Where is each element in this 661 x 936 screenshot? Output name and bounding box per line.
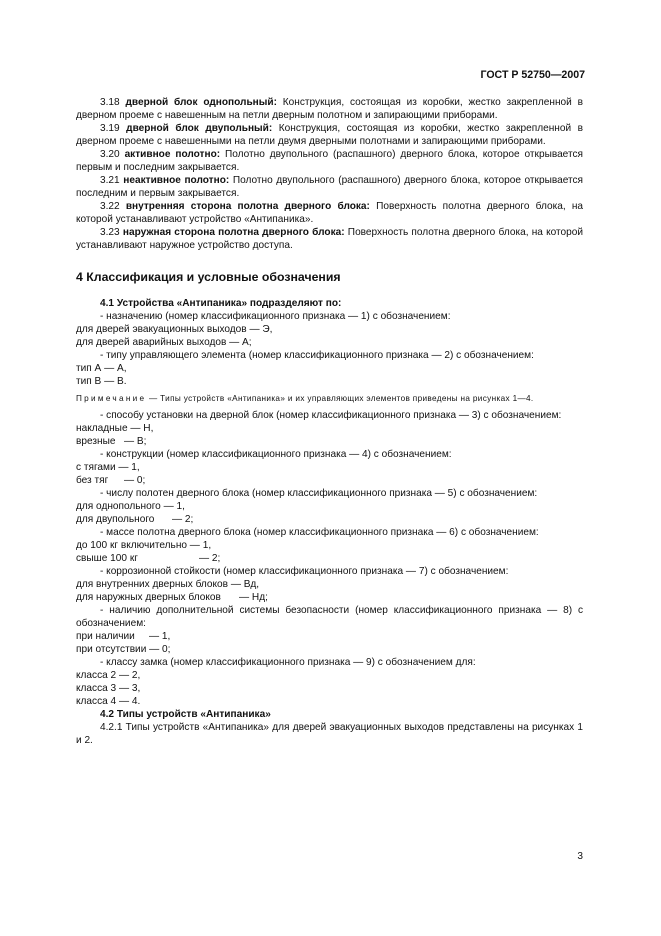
subsection-4-2-title: 4.2 Типы устройств «Антипаника» bbox=[100, 709, 271, 720]
page-number: 3 bbox=[577, 851, 583, 862]
list-item: тип В — В. bbox=[76, 376, 127, 387]
list-item: - коррозионной стойкости (номер классификационного признака — 7) с обозначением: bbox=[100, 566, 509, 577]
definitions-block bbox=[76, 96, 583, 252]
definition-3-22: 3.22 внутренняя сторона полотна дверного блока: Поверхность полотна дверного блока, на которой устанавливают устройство «Антипаника». bbox=[76, 201, 584, 225]
note-text: — Типы устройств «Антипаника» и их управляющих элементов приведены на рисунках 1—4. bbox=[146, 394, 534, 403]
list-item: до 100 кг включительно — 1, bbox=[76, 540, 212, 551]
list-item: класса 3 — 3, bbox=[76, 683, 141, 694]
list-item: для дверей аварийных выходов — А; bbox=[76, 337, 252, 348]
list-item: - массе полотна дверного блока (номер классификационного признака — 6) с обозначением: bbox=[100, 527, 539, 538]
paragraph-4-2-1: 4.2.1 Типы устройств «Антипаника» для дверей эвакуационных выходов представлены на рисунках 1 и 2. bbox=[76, 722, 583, 746]
list-item: для дверей эвакуационных выходов — Э, bbox=[76, 324, 273, 335]
definition-3-18: 3.18 дверной блок однопольный: Конструкция, состоящая из коробки, жестко закрепленной в дверном проеме с навешенным на петли дверным полотном и запирающими приборами. bbox=[76, 97, 583, 121]
definition-3-19: 3.19 дверной блок двупольный: Конструкция, состоящая из коробки, жестко закрепленной в дверном проеме с навешенными на петли двумя дверными полотнами и запирающими приборами. bbox=[76, 123, 583, 147]
section-4-title: 4 Классификация и условные обозначения bbox=[76, 270, 341, 284]
list-item: свыше 100 кг — 2; bbox=[76, 553, 221, 564]
document-id: ГОСТ Р 52750—2007 bbox=[480, 69, 585, 81]
list-item: врезные — В; bbox=[76, 436, 147, 447]
note bbox=[76, 393, 583, 405]
note-label: Примечание bbox=[76, 394, 147, 403]
list-item: для внутренних дверных блоков — Вд, bbox=[76, 579, 260, 590]
list-item: - способу установки на дверной блок (номер классификационного признака — 3) с обозначением: bbox=[100, 410, 562, 421]
page-body bbox=[76, 96, 583, 747]
list-item: тип А — А, bbox=[76, 363, 127, 374]
list-item: - наличию дополнительной системы безопасности (номер классификационного признака — 8) с обозначением: bbox=[76, 605, 583, 629]
list-item: - назначению (номер классификационного признака — 1) с обозначением: bbox=[100, 311, 451, 322]
list-item: класса 2 — 2, bbox=[76, 670, 141, 681]
list-item: - числу полотен дверного блока (номер классификационного признака — 5) с обозначением: bbox=[100, 488, 538, 499]
list-item: накладные — Н, bbox=[76, 423, 154, 434]
list-item: без тяг — 0; bbox=[76, 475, 146, 486]
list-item: при наличии — 1, bbox=[76, 631, 171, 642]
definition-3-20: 3.20 активное полотно: Полотно двупольного (распашного) дверного блока, которое открывается первым и последним закрывается. bbox=[76, 149, 583, 173]
list-item: для двупольного — 2; bbox=[76, 514, 194, 525]
list-item: для наружных дверных блоков — Нд; bbox=[76, 592, 268, 603]
subsection-4-1-title: 4.1 Устройства «Антипаника» подразделяют по: bbox=[100, 298, 342, 309]
list-item: - классу замка (номер классификационного признака — 9) с обозначением для: bbox=[100, 657, 476, 668]
list-item: для однопольного — 1, bbox=[76, 501, 185, 512]
definition-3-21: 3.21 неактивное полотно: Полотно двупольного (распашного) дверного блока, которое открывается последним и первым закрывается. bbox=[76, 175, 583, 199]
list-item: при отсутствии — 0; bbox=[76, 644, 171, 655]
list-item: - конструкции (номер классификационного признака — 4) с обозначением: bbox=[100, 449, 452, 460]
definition-3-23: 3.23 наружная сторона полотна дверного блока: Поверхность полотна дверного блока, на которой устанавливают наружное устройство доступа. bbox=[76, 227, 583, 251]
list-item: класса 4 — 4. bbox=[76, 696, 141, 707]
list-item: с тягами — 1, bbox=[76, 462, 140, 473]
list-item: - типу управляющего элемента (номер классификационного признака — 2) с обозначением: bbox=[100, 350, 534, 361]
